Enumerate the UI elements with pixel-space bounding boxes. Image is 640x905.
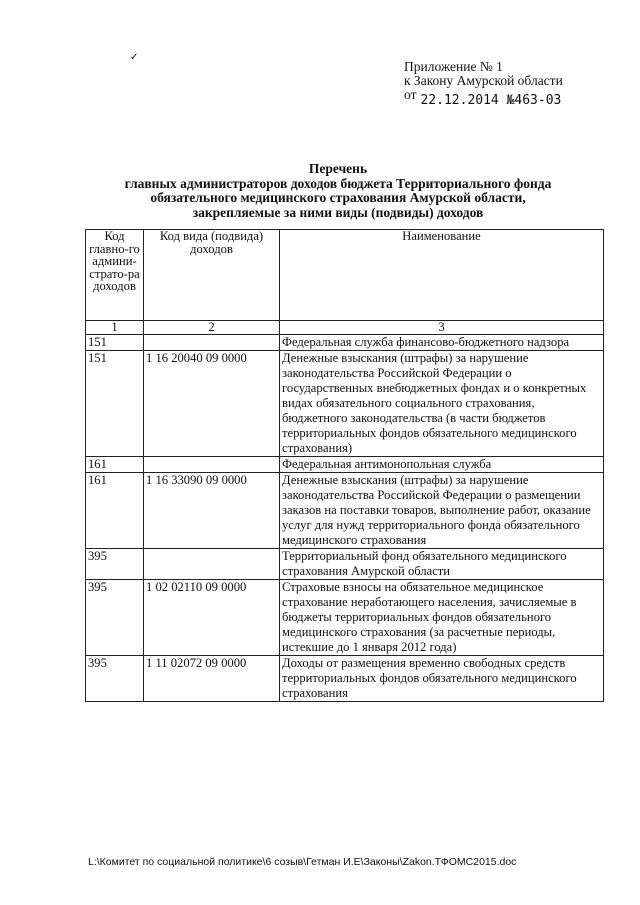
appendix-date-stamp: 22.12.2014 №463-03 (420, 93, 562, 108)
name-cell: Страховые взносы на обязательное медицинское страхование неработающего населения, зачисляемые в бюджеты территориальных фондов обязательного медицинского страхования (за расчетные периоды, истекшие до 1 января 2012 года) (280, 580, 604, 656)
column-number: 3 (280, 321, 604, 335)
name-cell: Денежные взыскания (штрафы) за нарушение законодательства Российской Федерации о государственных внебюджетных фондах и о конкретных видах обязательного социального страхования, бюджетного законодательства (в части бюджетов территориальных фондов обязательного медицинского страхования) (280, 351, 604, 457)
admin-code-cell: 161 (86, 473, 144, 549)
appendix-date-prefix: от (404, 87, 417, 102)
table-row (86, 549, 604, 580)
header-name: Наименование (280, 230, 604, 321)
column-number-row (86, 321, 604, 335)
footer-file-path: L:\Комитет по социальной политике\6 созыв\Гетман И.Е\Законы\Zakon.ТФОМС2015.doc (88, 856, 517, 868)
revenue-code-cell (144, 549, 280, 580)
name-cell: Доходы от размещения временно свободных средств территориальных фондов обязательного медицинского страхования (280, 656, 604, 702)
table-row (86, 580, 604, 656)
name-cell: Территориальный фонд обязательного медицинского страхования Амурской области (280, 549, 604, 580)
table-row (86, 656, 604, 702)
appendix-block (404, 59, 563, 108)
title-line-2: главных администраторов доходов бюджета Территориального фонда (124, 175, 552, 191)
table-row (86, 335, 604, 351)
revenue-code-cell: 1 16 20040 09 0000 (144, 351, 280, 457)
table-header-row (86, 230, 604, 321)
table-row (86, 457, 604, 473)
stray-mark: ✓ (130, 52, 139, 63)
document-title (88, 162, 588, 220)
name-cell: Федеральная служба финансово-бюджетного надзора (280, 335, 604, 351)
admin-code-cell: 395 (86, 580, 144, 656)
header-revenue-code: Код вида (подвида) доходов (144, 230, 280, 321)
admin-code-cell: 161 (86, 457, 144, 473)
column-number: 2 (144, 321, 280, 335)
table-row (86, 473, 604, 549)
name-cell: Федеральная антимонопольная служба (280, 457, 604, 473)
admin-code-cell: 395 (86, 656, 144, 702)
table-row (86, 351, 604, 457)
appendix-law-reference: к Закону Амурской области (404, 73, 563, 88)
title-line-1: Перечень (308, 161, 368, 176)
revenue-code-cell: 1 16 33090 09 0000 (144, 473, 280, 549)
appendix-date-line (404, 87, 563, 108)
revenue-code-cell: 1 11 02072 09 0000 (144, 656, 280, 702)
revenue-code-cell (144, 457, 280, 473)
admin-code-cell: 151 (86, 351, 144, 457)
admin-code-cell: 395 (86, 549, 144, 580)
column-number: 1 (86, 321, 144, 335)
header-admin-code: Код главно-го админи-страто-ра доходов (86, 230, 144, 321)
admin-code-cell: 151 (86, 335, 144, 351)
appendix-number: Приложение № 1 (404, 59, 503, 74)
name-cell: Денежные взыскания (штрафы) за нарушение законодательства Российской Федерации о размещении заказов на поставки товаров, выполнение работ, оказание услуг для нужд территориального фонда обязательного медицинского страхования (280, 473, 604, 549)
title-line-4: закрепляемые за ними виды (подвиды) доходов (192, 204, 484, 220)
revenue-table (85, 229, 604, 702)
title-line-3: обязательного медицинского страхования Амурской области, (150, 190, 526, 205)
revenue-code-cell: 1 02 02110 09 0000 (144, 580, 280, 656)
revenue-code-cell (144, 335, 280, 351)
